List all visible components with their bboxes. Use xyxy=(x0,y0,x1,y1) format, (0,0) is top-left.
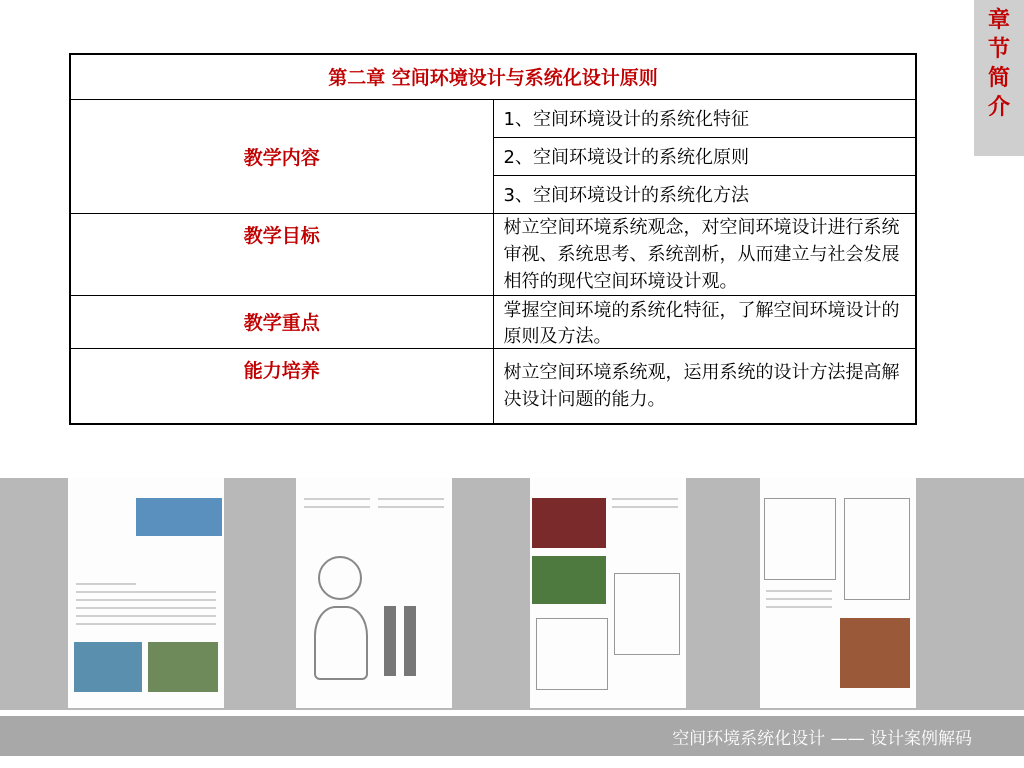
text-line xyxy=(378,498,444,500)
table-figure-left xyxy=(764,498,836,580)
goal-text: 树立空间环境系统观念，对空间环境设计进行系统审视、系统思考、系统剖析，从而建立与社会发展相符的现代空间环境设计观。 xyxy=(493,213,916,295)
row-label-ability: 能力培养 xyxy=(70,348,493,424)
circle-diagram xyxy=(318,556,362,600)
column-diagram-1 xyxy=(384,606,396,676)
text-line xyxy=(76,591,216,593)
maze-photo xyxy=(532,498,606,548)
text-line xyxy=(766,598,832,600)
text-line xyxy=(76,599,216,601)
syllabus-table xyxy=(69,53,917,425)
content-item-3: 3、空间环境设计的系统化方法 xyxy=(493,175,916,213)
table-figure-right xyxy=(844,498,910,600)
row-label-goal: 教学目标 xyxy=(70,213,493,295)
text-line xyxy=(76,583,136,585)
row-label-content: 教学内容 xyxy=(70,99,493,213)
content-item-2: 2、空间环境设计的系统化原则 xyxy=(493,137,916,175)
text-line xyxy=(612,506,678,508)
tab-char-2: 节 xyxy=(987,37,1010,62)
focus-text: 掌握空间环境的系统化特征，了解空间环境设计的原则及方法。 xyxy=(493,295,916,348)
forest-photo xyxy=(532,556,606,604)
tab-char-4: 介 xyxy=(987,95,1010,120)
chapter-intro-tab[interactable] xyxy=(974,0,1024,156)
table-figure xyxy=(614,573,680,655)
lake-photo xyxy=(74,642,142,692)
column-diagram-2 xyxy=(404,606,416,676)
thumbnail-interior[interactable] xyxy=(760,478,916,708)
thumbnail-chapter-opening[interactable] xyxy=(68,478,224,708)
chapter-title: 第二章 空间环境设计与系统化设计原则 xyxy=(70,54,916,99)
chapter-header-band xyxy=(136,498,222,536)
row-label-focus: 教学重点 xyxy=(70,295,493,348)
thumbnail-diagrams[interactable] xyxy=(296,478,452,708)
text-line xyxy=(304,498,370,500)
footer-bar xyxy=(0,716,1024,756)
text-line xyxy=(766,590,832,592)
ability-text: 树立空间环境系统观，运用系统的设计方法提高解决设计问题的能力。 xyxy=(493,348,916,424)
text-line xyxy=(304,506,370,508)
table-figure-2 xyxy=(536,618,608,690)
thumbnail-photos[interactable] xyxy=(530,478,686,708)
text-line xyxy=(76,615,216,617)
footer-title: 空间环境系统化设计 —— 设计案例解码 xyxy=(672,728,972,749)
village-photo xyxy=(148,642,218,692)
tower-diagram xyxy=(314,606,368,680)
interior-photo xyxy=(840,618,910,688)
tab-char-1: 章 xyxy=(987,8,1010,33)
text-line xyxy=(76,607,216,609)
text-line xyxy=(766,606,832,608)
tab-char-3: 简 xyxy=(987,66,1010,91)
text-line xyxy=(612,498,678,500)
content-item-1: 1、空间环境设计的系统化特征 xyxy=(493,99,916,137)
text-line xyxy=(378,506,444,508)
text-line xyxy=(76,623,216,625)
